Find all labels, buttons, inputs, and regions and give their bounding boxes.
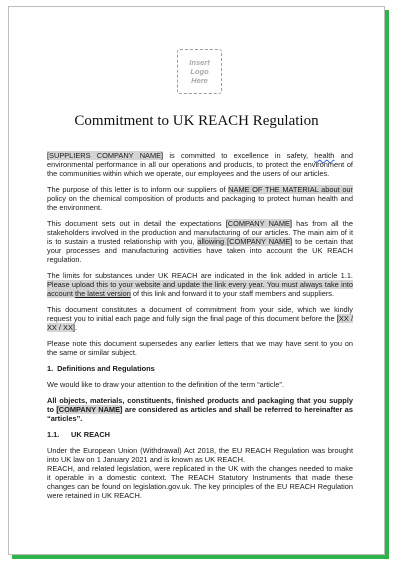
text: This document sets out in detail the expectations [47,219,226,228]
underlined-text[interactable]: the latest version [74,289,131,298]
text: The purpose of this letter is to inform our suppliers of [47,185,229,194]
highlight-instruction[interactable]: Please upload this to your website and update the link every year. You must always take into account [47,280,353,298]
section-number: 1. [47,364,54,373]
paragraph-purpose [47,185,353,212]
section-label: UK REACH [71,430,111,439]
highlight-placeholder[interactable]: NAME OF THE MATERIAL about our [228,185,354,194]
paragraph-limits [47,271,353,298]
paragraph-article-definition: We would like to draw your attention to the definition of the term “article”. [47,380,284,389]
text: is committed to excellence in safety, [163,151,315,160]
section-number: 1.1. [47,430,60,439]
text: to be certain that your processes and manufacturing activities have taken into account the UK REACH regulation. [47,237,353,264]
section-heading-1-1 [47,430,353,439]
highlight-placeholder[interactable]: [SUPPLIERS COMPANY NAME] [47,151,164,160]
text: . [74,323,77,332]
spellcheck-word[interactable]: health [314,151,335,160]
section-label: Definitions and Regulations [57,364,155,373]
paragraph-reach-replicated: REACH, and related legislation, were replicated in the UK with the changes needed to make it operable in a domestic context. The REACH Statutory Instruments that made these changes can be found on legislation.gov.uk. The key principles of the EU REACH Regulation were retained in UK REACH. [47,464,353,500]
text: The limits for substances under UK REACH are indicated in the link added in article 1.1. [47,271,353,280]
paragraph-commitment [47,151,353,178]
text: has from all the stakeholders involved in the production and manufacturing of our articles. The main aim of it is to sustain a trusted relationship with you, [47,219,353,246]
text: policy on the chemical composition of products and packaging to protect human health and the environment. [47,194,353,212]
paragraph-expectations [47,219,353,264]
section-heading-1 [47,364,353,373]
highlight-placeholder[interactable]: [COMPANY NAME] [225,219,292,228]
text: All objects, materials, constituents, finished products and packaging that you supply to [47,396,353,414]
document-body [47,151,353,507]
text: are considered as articles and shall be referred to hereinafter as “articles”. [47,405,353,423]
logo-placeholder-text: Insert Logo Here [189,58,210,85]
highlight-date-placeholder[interactable]: [XX / XX / XX] [47,314,353,332]
text: of this link and forward it to your staff members and suppliers. [130,289,335,298]
text: and environmental performance in all our operations and products, to protect the environment of the communities within which we operate, our employees and the users of our articles. [47,151,353,178]
document-title: Commitment to UK REACH Regulation [74,113,319,129]
highlight-placeholder[interactable]: [COMPANY NAME] [56,405,123,414]
paragraph-supersedes: Please note this document supersedes any earlier letters that we may have sent to you on the same or similar subject. [47,339,353,357]
text: This document constitutes a document of commitment from your side, which we kindly request you to initial each page and fully sign the final page of this document before the [47,305,353,323]
paragraph-withdrawal-act: Under the European Union (Withdrawal) Act 2018, the EU REACH Regulation was brought into UK law on 1 January 2021 and is known as UK REACH. [47,446,353,464]
document-page [8,6,385,555]
paragraph-articles-bold [47,396,353,423]
paragraph-commitment-request [47,305,353,332]
logo-placeholder[interactable] [177,49,222,94]
highlight-placeholder[interactable]: allowing [COMPANY NAME] [197,237,293,246]
